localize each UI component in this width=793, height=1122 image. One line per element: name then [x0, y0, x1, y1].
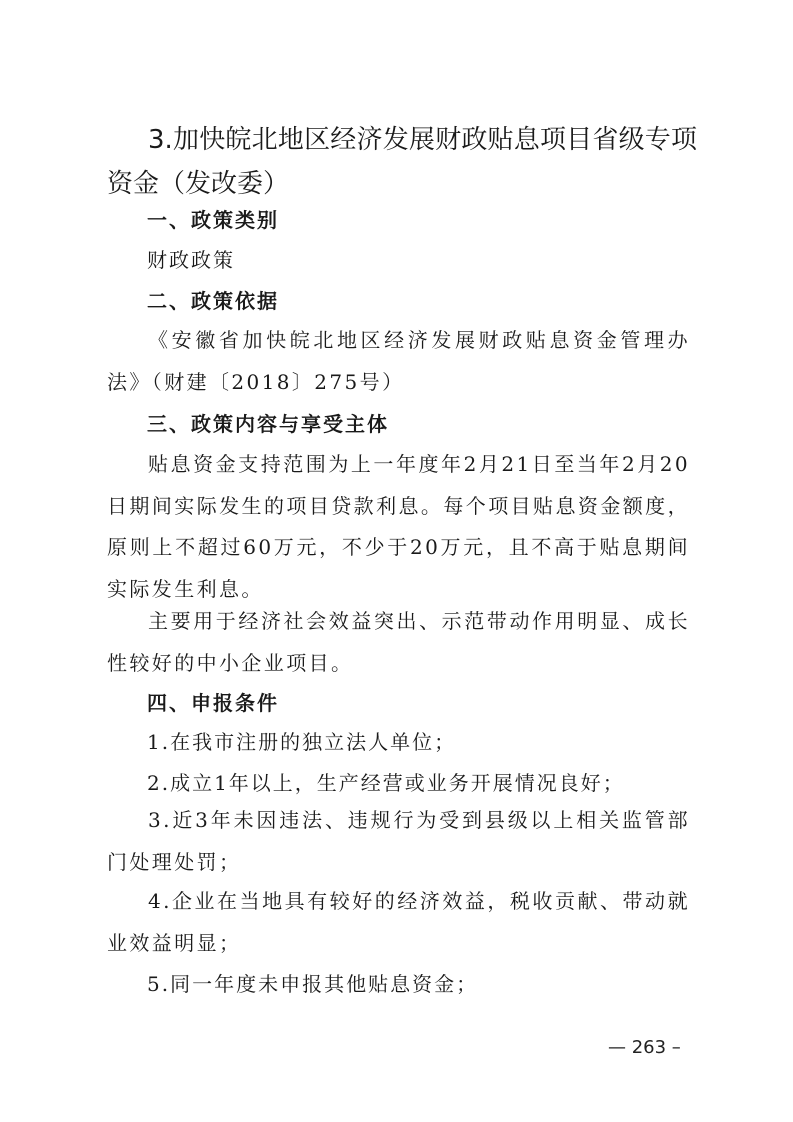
condition-item-4: 4.企业在当地具有较好的经济效益，税收贡献、带动就业效益明显； — [107, 889, 690, 955]
policy-content-paragraph-2: 主要用于经济社会效益突出、示范带动作用明显、成长性较好的中小企业项目。 — [107, 609, 690, 675]
policy-basis-text: 《安徽省加快皖北地区经济发展财政贴息资金管理办法》（财建〔2018〕275号） — [107, 328, 690, 394]
policy-category-text: 财政政策 — [147, 248, 235, 272]
condition-item-5: 5.同一年度未申报其他贴息资金； — [147, 972, 479, 996]
section-heading-application-conditions: 四、申报条件 — [147, 691, 279, 715]
section-heading-policy-category: 一、政策类别 — [147, 208, 279, 232]
page-number: — 263 – — [608, 1037, 681, 1058]
condition-item-3: 3.近3年未因违法、违规行为受到县级以上相关监管部门处理处罚； — [107, 808, 690, 874]
section-heading-policy-content: 三、政策内容与享受主体 — [147, 412, 389, 436]
condition-item-1: 1.在我市注册的独立法人单位； — [147, 730, 457, 754]
section-heading-policy-basis: 二、政策依据 — [147, 289, 279, 313]
policy-content-paragraph-1: 贴息资金支持范围为上一年度年2月21日至当年2月20日期间实际发生的项目贷款利息。每个项目贴息资金额度，原则上不超过60万元，不少于20万元，且不高于贴息期间实际发生利息。 — [107, 452, 690, 601]
condition-item-2: 2.成立1年以上，生产经营或业务开展情况良好； — [147, 771, 625, 795]
document-title: 3.加快皖北地区经济发展财政贴息项目省级专项资金（发改委） — [107, 125, 697, 199]
